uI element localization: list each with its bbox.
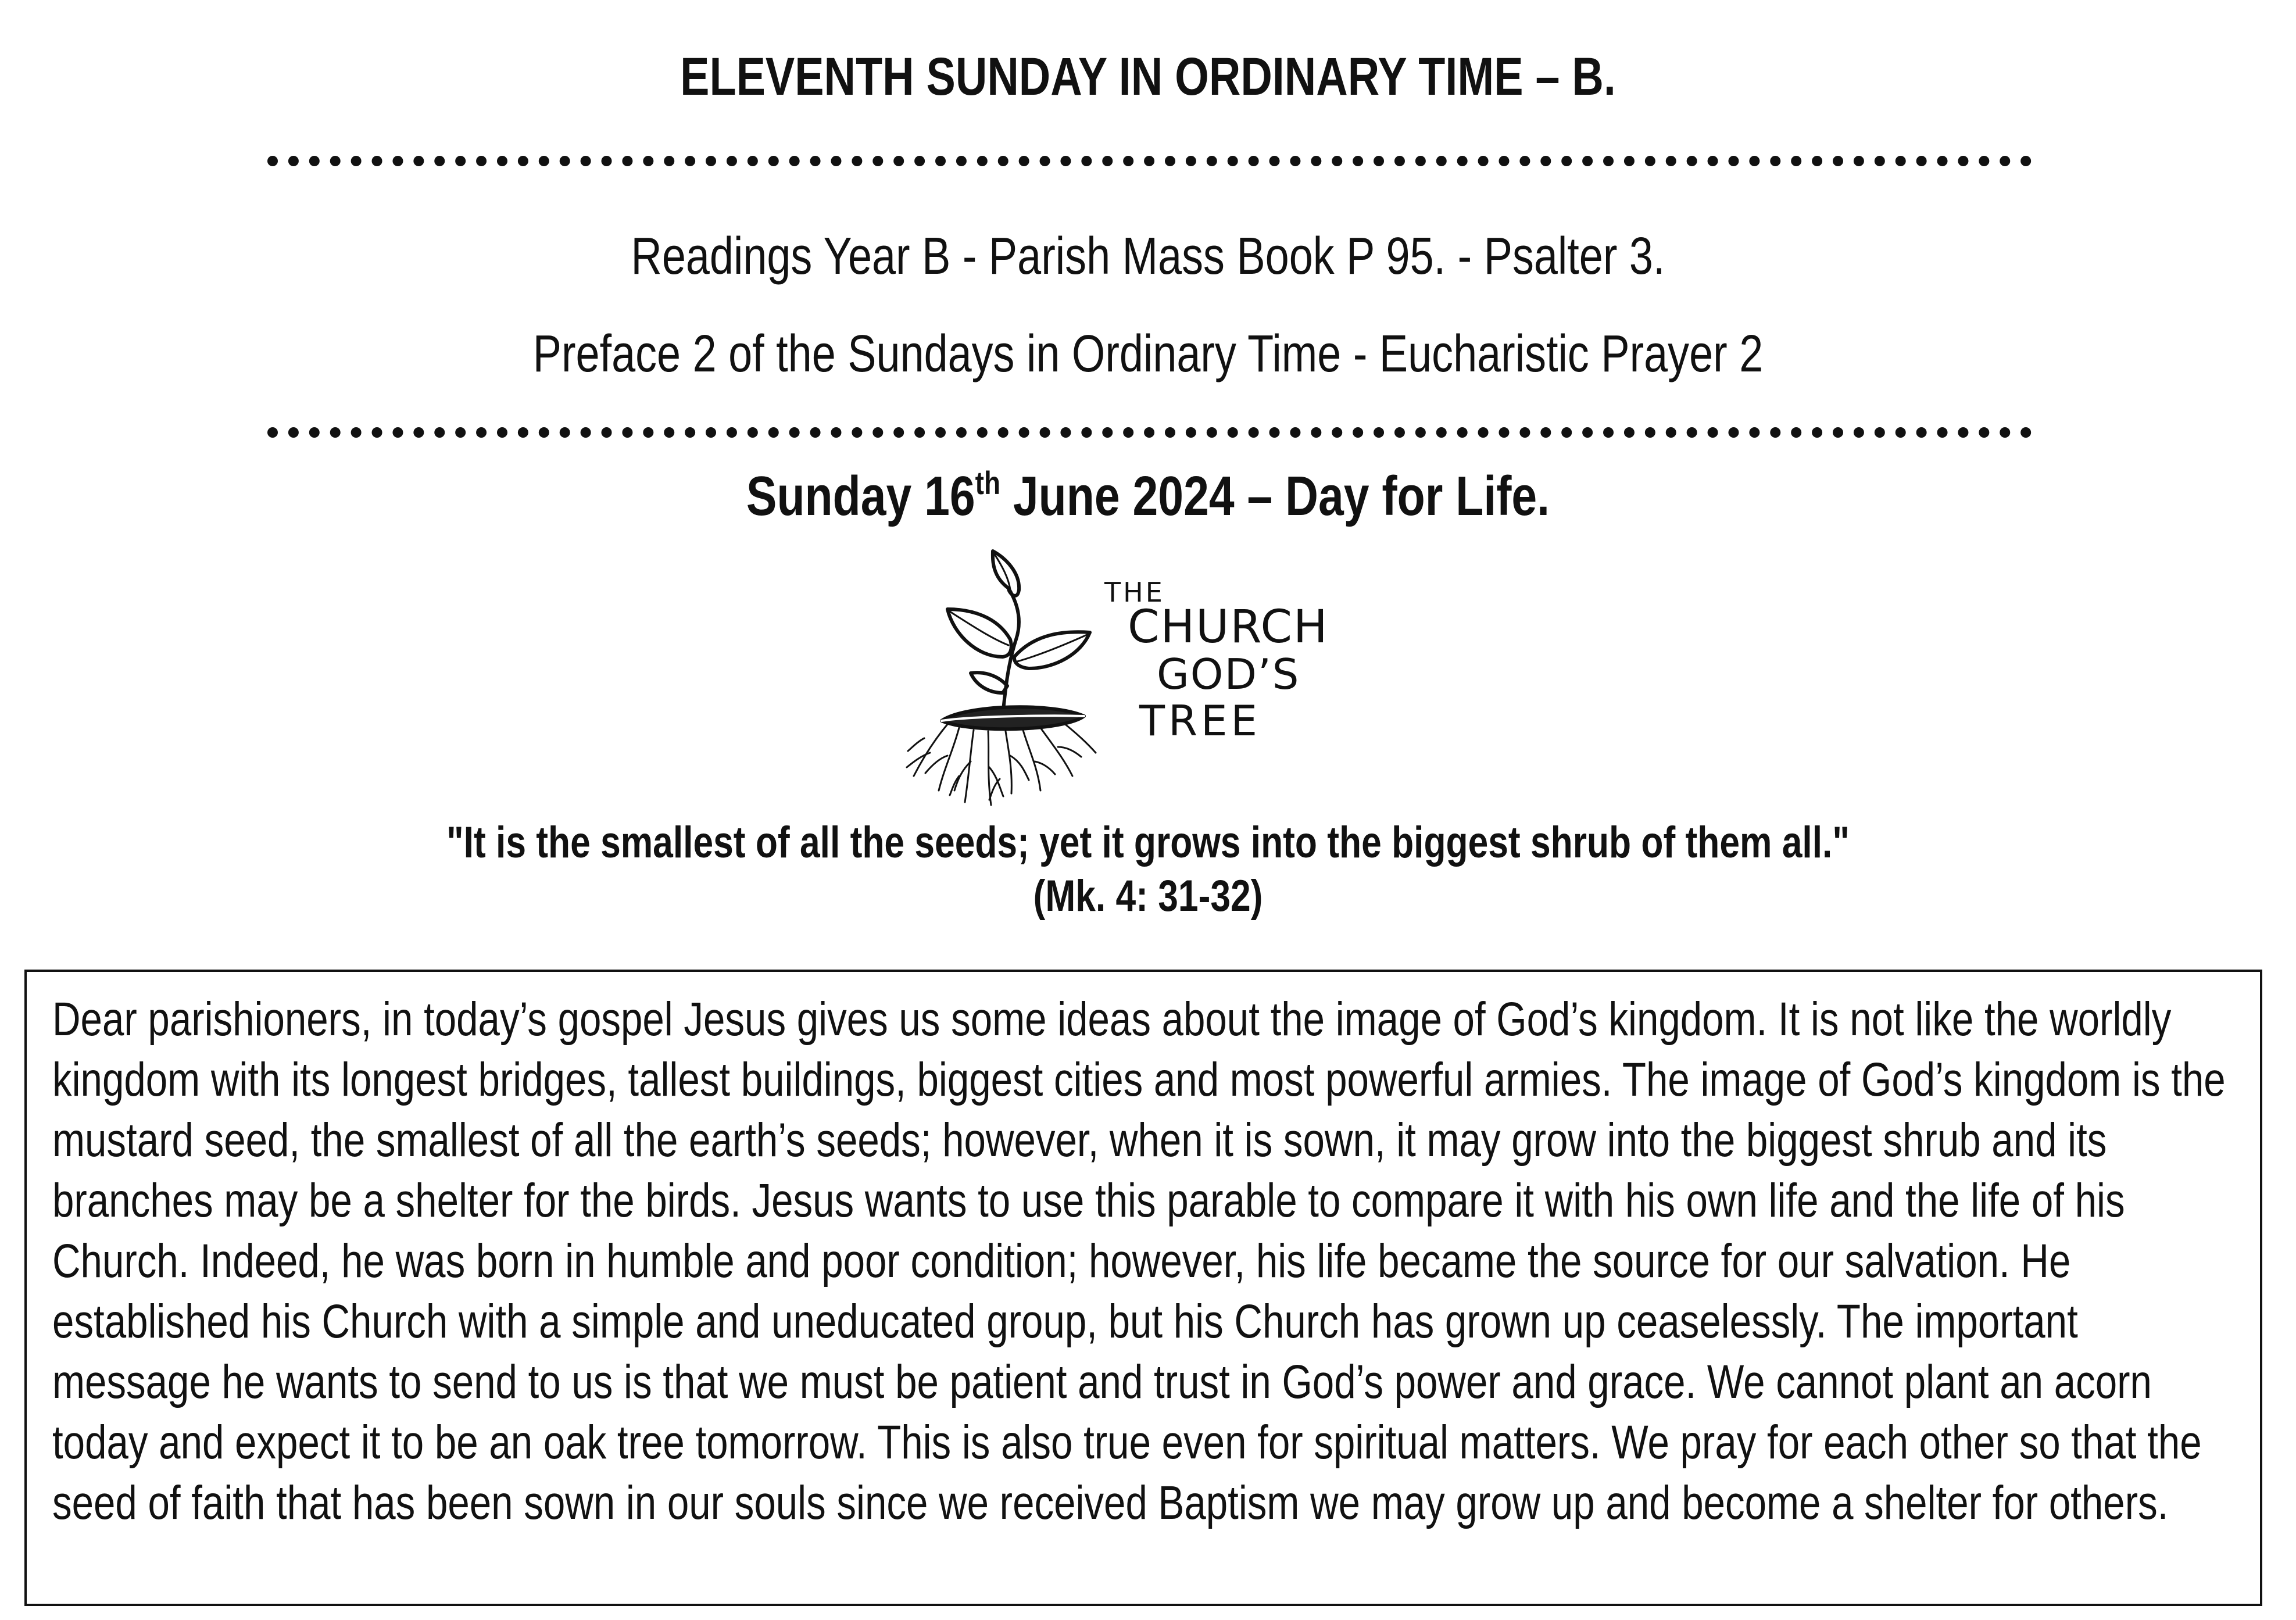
logo-text-gods: GOD’S: [1157, 650, 1300, 699]
page-title: [0, 48, 2296, 106]
scripture-citation-text: (Mk. 4: 31-32): [1033, 871, 1263, 921]
logo-text-church: CHURCH: [1128, 601, 1329, 653]
scripture-citation: [0, 872, 2296, 921]
date-heading: [0, 465, 2296, 527]
scripture-quote: [0, 818, 2296, 867]
readings-info-text: Readings Year B - Parish Mass Book P 95. - Psalter 3.: [631, 227, 1665, 285]
preface-info: [0, 326, 2296, 383]
dotted-divider-bottom: [267, 427, 2032, 438]
page-title-text: ELEVENTH SUNDAY IN ORDINARY TIME – B.: [680, 47, 1616, 106]
date-prefix: Sunday 16: [746, 465, 975, 527]
date-ordinal-suffix: th: [975, 464, 1001, 501]
readings-info: [0, 228, 2296, 285]
church-gods-tree-logo: [889, 546, 1412, 814]
preface-info-text: Preface 2 of the Sundays in Ordinary Time - Eucharistic Prayer 2: [532, 325, 1764, 383]
logo-text-the: THE: [1104, 577, 1165, 608]
scripture-quote-text: "It is the smallest of all the seeds; yet it grows into the biggest shrub of them all.": [446, 818, 1850, 867]
parish-message-text: Dear parishioners, in today’s gospel Jesus gives us some ideas about the image of God’s kingdom. It is not like the worldly kingdom with its longest bridges, tallest buildings, biggest cities and most powerful armies. The image of God’s kingdom is the mustard seed, the smallest of all the earth’s seeds; however, when it is sown, it may grow into the biggest shrub and its branches may be a shelter for the birds. Jesus wants to use this parable to compare it with his own life and the life of his Church. Indeed, he was born in humble and poor condition; however, his life became the source for our salvation. He established his Church with a simple and uneducated group, but his Church has grown up ceaselessly. The important message he wants to send to us is that we must be patient and trust in God’s power and grace. We cannot plant an acorn today and expect it to be an oak tree tomorrow. This is also true even for spiritual matters. We pray for each other so that the seed of faith that has been sown in our souls since we received Baptism we may grow up and become a shelter for others.: [52, 993, 2226, 1529]
date-heading-text: [207, 465, 2090, 527]
date-rest: June 2024 – Day for Life.: [1000, 465, 1550, 527]
logo-text-tree: TREE: [1139, 696, 1261, 745]
parish-message-box: [24, 970, 2262, 1606]
seedling-with-roots-icon: [889, 546, 1412, 814]
dotted-divider-top: [267, 156, 2032, 166]
